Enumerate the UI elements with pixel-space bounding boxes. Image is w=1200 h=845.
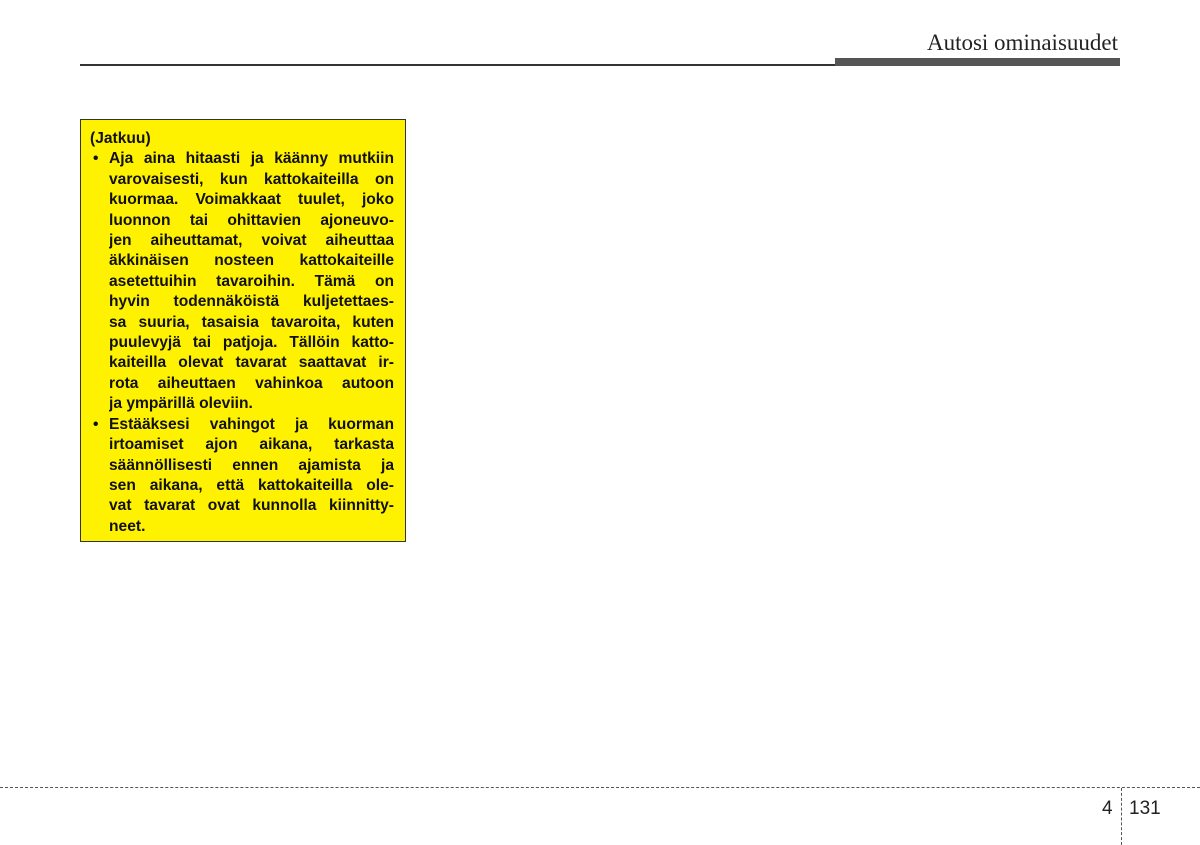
text-line: sa suuria, tasaisia tavaroita, kuten <box>109 313 394 331</box>
text-line: säännöllisesti ennen ajamista ja <box>109 456 394 474</box>
footer-dashed-rule <box>0 787 1200 788</box>
warning-box <box>80 119 406 542</box>
text-line: Aja aina hitaasti ja käänny mutkiin <box>109 150 394 168</box>
page-number: 131 <box>1129 798 1161 819</box>
header-rule-thin <box>80 64 836 66</box>
text-line: Estääksesi vahingot ja kuorman <box>109 415 394 433</box>
text-line: luonnon tai ohittavien ajoneuvo- <box>109 211 394 229</box>
text-line: irtoamiset ajon aikana, tarkasta <box>109 436 394 454</box>
continued-label: (Jatkuu) <box>90 130 151 147</box>
text-line: kuormaa. Voimakkaat tuulet, joko <box>109 191 394 209</box>
text-line: neet. <box>109 517 146 535</box>
text-line: jen aiheuttamat, voivat aiheuttaa <box>109 232 394 250</box>
text-line: varovaisesti, kun kattokaiteilla on <box>109 170 394 188</box>
list-item <box>90 149 394 414</box>
page-header <box>0 0 1200 70</box>
section-title: Autosi ominaisuudet <box>926 30 1118 55</box>
text-line: hyvin todennäköistä kuljetettaes- <box>109 293 394 311</box>
text-line: kaiteilla olevat tavarat saattavat ir- <box>109 354 394 372</box>
text-line: vat tavarat ovat kunnolla kiinnitty- <box>109 497 394 515</box>
page-footer <box>0 780 1200 845</box>
text-line: ja ympärillä oleviin. <box>109 395 253 413</box>
list-item <box>90 415 394 537</box>
text-line: puulevyjä tai patjoja. Tällöin katto- <box>109 334 394 352</box>
chapter-number: 4 <box>1102 798 1113 819</box>
bullet-list <box>90 149 394 537</box>
text-line: rota aiheuttaen vahinkoa autoon <box>109 374 394 392</box>
text-line: asetettuihin tavaroihin. Tämä on <box>109 272 394 290</box>
text-line: äkkinäisen nosteen kattokaiteille <box>109 252 394 270</box>
text-line: sen aikana, että kattokaiteilla ole- <box>109 476 394 494</box>
bullet-icon: • <box>93 415 99 433</box>
bullet-icon: • <box>93 150 99 168</box>
footer-dashed-divider <box>1121 788 1122 845</box>
header-rule-thick <box>835 58 1120 66</box>
